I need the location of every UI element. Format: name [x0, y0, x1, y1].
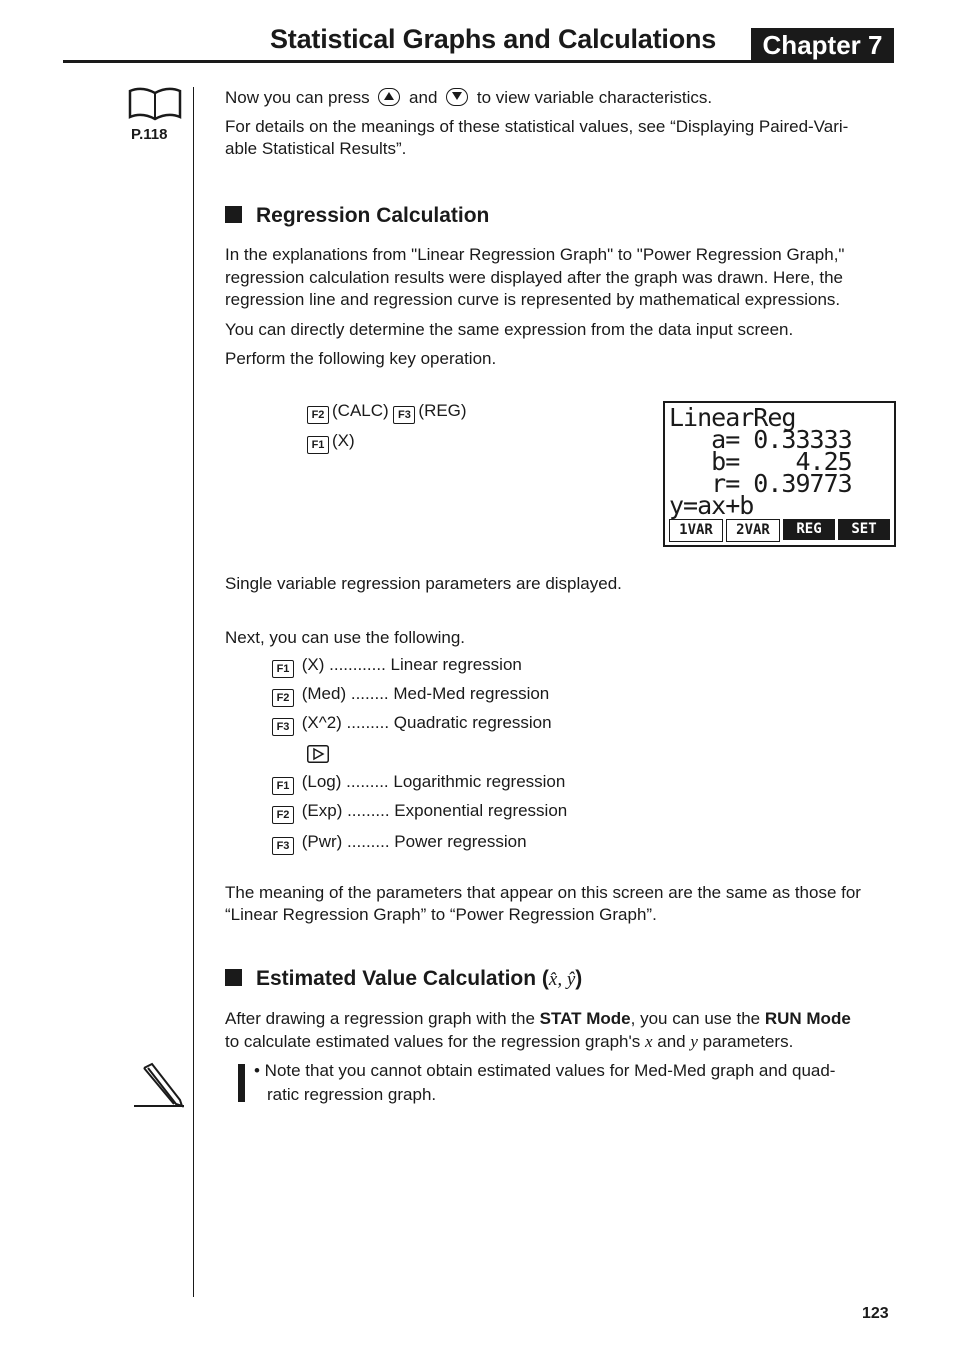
- screen-line-1: LinearReg: [669, 403, 796, 432]
- estimated-heading-vars: x̂, ŷ: [548, 969, 576, 990]
- screen-function-menu: [669, 519, 890, 540]
- stat-mode-text: STAT Mode: [539, 1009, 631, 1028]
- regression-p1-line-2: regression calculation results were displayed after the graph was drawn. Here, the: [225, 268, 843, 287]
- f1-key-icon: F1: [272, 660, 294, 678]
- meaning-line-1: The meaning of the parameters that appear on this screen are the same as those for: [225, 883, 861, 902]
- f1-key-icon: F1: [272, 777, 294, 795]
- intro-text-c: to view variable characteristics.: [476, 88, 713, 107]
- list-item: [272, 772, 565, 795]
- fkey-reg: REG: [783, 519, 835, 540]
- f1-key-icon: F1: [307, 436, 329, 454]
- run-mode-text: RUN Mode: [764, 1009, 851, 1028]
- list-item-text: (Med) ........ Med-Med regression: [301, 684, 550, 703]
- fkey-2var: 2VAR: [726, 519, 780, 542]
- list-item-text: (X^2) ......... Quadratic regression: [301, 713, 552, 732]
- screen-line-5: y=ax+b: [669, 491, 754, 520]
- estimated-line-1: [225, 1007, 851, 1030]
- f2-key-icon: F2: [272, 689, 294, 707]
- header-rule: [63, 60, 894, 63]
- estimated-heading-end: ): [575, 967, 583, 990]
- regression-heading: [225, 204, 489, 228]
- margin-rule: [193, 87, 194, 1297]
- screen-line-3: b= 4.25: [669, 447, 852, 476]
- heading-bullet-icon: [225, 206, 242, 223]
- up-arrow-key-icon: [378, 88, 400, 106]
- reference-page: P.118: [131, 126, 168, 143]
- next-text: Next, you can use the following.: [225, 628, 466, 647]
- after-screen-text: Single variable regression parameters are displayed.: [225, 574, 622, 593]
- list-item: [272, 655, 522, 678]
- heading-bullet-icon: [225, 969, 242, 986]
- meaning-line-2: “Linear Regression Graph” to “Power Regression Graph”.: [225, 905, 657, 924]
- regression-p1-line-3: regression line and regression curve is represented by mathematical expressions.: [225, 290, 841, 309]
- regression-p1-line-1: In the explanations from "Linear Regression Graph" to "Power Regression Graph,": [225, 245, 845, 264]
- chapter-badge: Chapter 7: [751, 28, 894, 62]
- estimated-heading: [225, 967, 582, 991]
- calculator-screen: [663, 401, 896, 547]
- estimated-text: and: [652, 1032, 691, 1051]
- intro-line-1: [225, 86, 712, 109]
- intro-text-b: and: [409, 88, 438, 107]
- keyop-line-1: [307, 399, 467, 424]
- note-line-2: ratic regression graph.: [267, 1085, 437, 1104]
- f3-key-icon: F3: [393, 406, 415, 424]
- note-bar: [238, 1064, 245, 1102]
- list-item-text: (Exp) ......... Exponential regression: [301, 801, 568, 820]
- note-line-1: • Note that you cannot obtain estimated values for Med-Med graph and quad-: [254, 1061, 836, 1080]
- y-variable: y: [690, 1032, 698, 1051]
- estimated-text: After drawing a regression graph with the: [225, 1009, 540, 1028]
- f2-key-icon: F2: [272, 806, 294, 824]
- fkey-set: SET: [838, 519, 890, 540]
- estimated-text: to calculate estimated values for the regression graph's: [225, 1032, 645, 1051]
- keyop-x: (X): [332, 431, 355, 450]
- regression-p2: You can directly determine the same expression from the data input screen.: [225, 320, 794, 339]
- list-item: [272, 832, 527, 855]
- page-title: Statistical Graphs and Calculations: [270, 24, 717, 54]
- screen-line-2: a= 0.33333: [669, 425, 852, 454]
- keyop-calc: (CALC): [332, 401, 389, 420]
- page-number: 123: [862, 1305, 889, 1322]
- list-item-text: (X) ............ Linear regression: [301, 655, 522, 674]
- f2-key-icon: F2: [307, 406, 329, 424]
- f3-key-icon: F3: [272, 837, 294, 855]
- keyop-reg: (REG): [418, 401, 467, 420]
- down-arrow-key-icon: [446, 88, 468, 106]
- list-item-text: (Log) ......... Logarithmic regression: [301, 772, 566, 791]
- estimated-text: parameters.: [697, 1032, 794, 1051]
- f3-key-icon: F3: [272, 718, 294, 736]
- list-item: [272, 713, 552, 736]
- intro-line-3: able Statistical Results”.: [225, 139, 407, 158]
- estimated-heading-text: Estimated Value Calculation (: [256, 967, 549, 990]
- fkey-1var: 1VAR: [669, 519, 723, 542]
- next-menu-key-icon: [307, 745, 329, 768]
- intro-line-2: For details on the meanings of these statistical values, see “Displaying Paired-Vari-: [225, 117, 849, 136]
- estimated-text: , you can use the: [630, 1009, 765, 1028]
- keyop-line-2: [307, 429, 355, 454]
- regression-heading-text: Regression Calculation: [256, 204, 490, 227]
- pencil-note-icon: [132, 1062, 186, 1113]
- screen-line-4: r= 0.39773: [669, 469, 852, 498]
- list-item: [272, 801, 567, 824]
- intro-text-a: Now you can press: [225, 88, 370, 107]
- x-variable: x: [644, 1032, 653, 1051]
- regression-p3: Perform the following key operation.: [225, 349, 497, 368]
- book-reference-icon: [128, 87, 182, 126]
- estimated-line-2: [225, 1030, 793, 1053]
- list-item-text: (Pwr) ......... Power regression: [301, 832, 527, 851]
- list-item: [272, 684, 549, 707]
